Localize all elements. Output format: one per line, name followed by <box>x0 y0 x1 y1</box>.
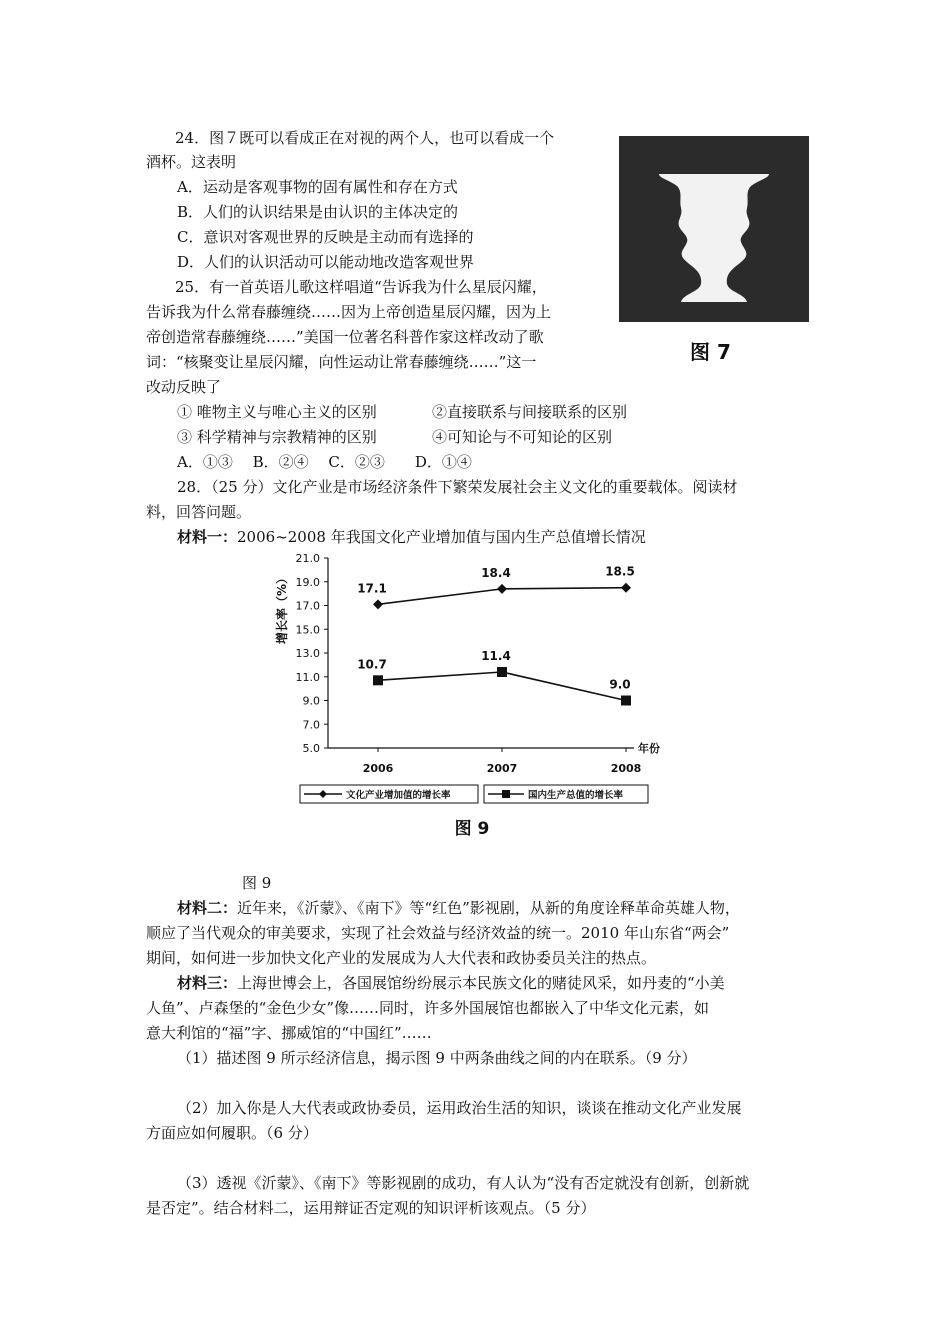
q24-stem-line1: 24．图７既可以看成正在对视的两个人，也可以看成一个 <box>175 129 555 147</box>
series-point-square <box>497 667 507 677</box>
series-point-square <box>621 696 631 706</box>
material3-text-1: 上海世博会上，各国展馆纷纷展示本民族文化的赌徒风采，如丹麦的“小美 <box>237 974 725 992</box>
q25-item-1: ① 唯物主义与唯心主义的区别 <box>177 403 377 421</box>
q24-option-a: A．运动是客观事物的固有属性和存在方式 <box>177 178 458 196</box>
y-tick-label: 5.0 <box>302 742 320 755</box>
y-tick-label: 15.0 <box>295 623 320 637</box>
q28-sub1: （1）描述图 9 所示经济信息，揭示图 9 中两条曲线之间的内在联系。（9 分） <box>177 1049 697 1067</box>
legend-marker-square <box>502 790 510 798</box>
fig9-label: 图 9 <box>242 874 272 892</box>
q25-item-4: ④可知论与不可知论的区别 <box>432 428 613 446</box>
y-tick-label: 7.0 <box>302 718 320 732</box>
q28-sub2-line2: 方面应如何履职。（6 分） <box>146 1124 318 1142</box>
material1-heading <box>177 527 646 547</box>
q24-option-c: C．意识对客观世界的反映是主动而有选择的 <box>177 228 474 246</box>
q25-answers: A．①③ B．②④ C．②③ D．①④ <box>177 453 472 471</box>
y-axis-label: 增长率（%） <box>275 571 289 645</box>
rubin-vase-figure <box>619 136 809 322</box>
series-point-diamond <box>373 599 383 609</box>
series-point-square <box>373 675 383 685</box>
x-tick-label: 2006 <box>362 762 394 775</box>
chart-caption: 图 9 <box>454 819 490 839</box>
y-tick-label: 17.0 <box>295 599 320 613</box>
material3-line2: 人鱼”、卢森堡的“金色少女”像……同时，许多外国展馆也都嵌入了中华文化元素，如 <box>146 999 710 1017</box>
data-label: 10.7 <box>357 657 387 672</box>
q25-line5: 改动反映了 <box>146 378 222 396</box>
q25-line1: 25．有一首英语儿歌这样唱道“告诉我为什么星辰闪耀， <box>175 278 547 296</box>
q28-sub2-line1: （2）加入你是人大代表或政协委员，运用政治生活的知识，谈谈在推动文化产业发展 <box>177 1099 742 1117</box>
material2-text-1: 近年来，《沂蒙》、《南下》等“红色”影视剧，从新的角度诠释革命英雄人物， <box>237 899 740 917</box>
material2-line3: 期间，如何进一步加快文化产业的发展成为人大代表和政协委员关注的热点。 <box>146 949 657 967</box>
data-label: 17.1 <box>357 581 387 596</box>
x-tick-label: 2007 <box>486 762 518 775</box>
legend-label-2: 国内生产总值的增长率 <box>528 790 624 801</box>
q25-item-2: ②直接联系与间接联系的区别 <box>432 403 628 421</box>
y-tick-label: 11.0 <box>295 670 320 684</box>
q25-line2: 告诉我为什么常春藤缠绕……因为上帝创造星辰闪耀，因为上 <box>146 303 552 321</box>
series-point-diamond <box>497 584 507 594</box>
x-tick-label: 2008 <box>610 762 642 775</box>
material1-text: 2006~2008 年我国文化产业增加值与国内生产总值增长情况 <box>237 528 646 546</box>
material3-line1 <box>177 973 725 993</box>
y-tick-label: 9.0 <box>302 694 320 708</box>
material3-label: 材料三： <box>177 974 238 992</box>
data-label: 9.0 <box>609 677 631 692</box>
material3-line3: 意大利馆的“福”字、挪威馆的“中国红”…… <box>146 1024 432 1042</box>
data-label: 18.4 <box>481 565 511 580</box>
q24-option-d: D．人们的认识活动可以能动地改造客观世界 <box>177 253 475 271</box>
material2-line2: 顺应了当代观众的审美要求，实现了社会效益与经济效益的统一。2010 年山东省“两会” <box>146 924 730 942</box>
y-tick-label: 21.0 <box>295 552 320 565</box>
material2-line1 <box>177 898 740 918</box>
data-label: 18.5 <box>605 564 635 579</box>
legend-label-1: 文化产业增加值的增长率 <box>346 790 451 801</box>
y-tick-label: 19.0 <box>295 575 320 589</box>
q28-line2: 料，回答问题。 <box>146 503 252 521</box>
q25-line4: 词：“核聚变让星辰闪耀，向性运动让常春藤缠绕……”这一 <box>146 353 537 371</box>
q28-line1: 28．（25 分）文化产业是市场经济条件下繁荣发展社会主义文化的重要载体。阅读材 <box>177 478 738 496</box>
figure7-caption: 图 7 <box>690 340 731 364</box>
material2-label: 材料二： <box>177 899 238 917</box>
q25-item-3: ③ 科学精神与宗教精神的区别 <box>177 428 377 446</box>
legend-marker-diamond <box>319 790 327 798</box>
q24-stem-line2: 酒杯。这表明 <box>146 153 237 171</box>
material1-label: 材料一： <box>177 528 238 546</box>
q24-option-b: B．人们的认识结果是由认识的主体决定的 <box>177 203 459 221</box>
q28-sub3-line2: 是否定”。结合材料二，运用辩证否定观的知识评析该观点。（5 分） <box>146 1199 596 1217</box>
q25-line3: 帝创造常春藤缠绕……”美国一位著名科普作家这样改动了歌 <box>146 328 544 346</box>
data-label: 11.4 <box>481 649 511 663</box>
y-tick-label: 13.0 <box>295 647 320 660</box>
q28-sub3-line1: （3）透视《沂蒙》、《南下》等影视剧的成功，有人认为“没有否定就没有创新，创新就 <box>177 1174 750 1192</box>
series-point-diamond <box>621 583 631 593</box>
growth-rate-line-chart <box>266 548 666 848</box>
x-axis-label: 年份 <box>638 742 660 755</box>
